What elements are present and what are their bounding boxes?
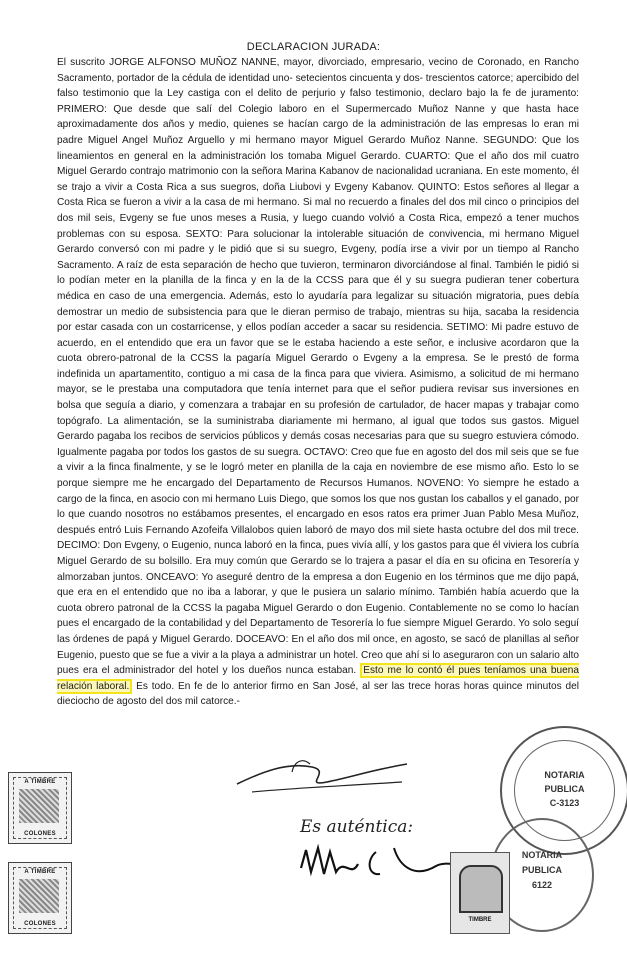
document-title: DECLARACION JURADA: [246, 41, 381, 53]
tablets-fiscal-stamp: TIMBRE [450, 852, 510, 934]
declarant-signature [232, 742, 412, 802]
highlighted-sentence: Esto me lo contó él pues teníamos una buena relación laboral. [57, 665, 579, 692]
declaration-paragraph: El suscrito JORGE ALFONSO MUÑOZ NANNE, mayor, divorciado, empresario, vecino de Coronado, en Rancho Sacramento, portador de la cédula de identidad uno- setecientos cincuenta y dos- trescientos catorce; apercibido del falso testimonio que la Ley castiga con el delito de perjurio y falso testimonio, declaro bajo la fe de juramento: PRIMERO: Que desde que salí del Colegio laboro en el Supermercado Muñoz Nanne y que hasta hace aproximadamente dos años y medio, quienes se hacían cargo de la administración de las empresas lo eran mi padre Miguel Angel Muñoz Arguello y mi hermano mayor Miguel Gerardo Muñoz Nanne. SEGUNDO: Que los lineamientos en general en la administración los tomaba Miguel Gerardo. CUARTO: Que el año dos mil cuatro Miguel Gerardo contrajo matrimonio con la señora Marina Kabanov de nacionalidad ucraniana. En este momento, él se trajo a vivir a Costa Rica a sus suegros, doña Liubovi y Evgeny Kabanov. QUINTO: Estos señores al llegar a Costa Rica se fueron a vivir a la casa de mi hermano. Si mal no recuerdo a finales del dos mil cinco o principios del dos mil seis, Evgeny se fue unos meses a Rusia, y luego cuando volvió a Costa Rica, empezó a tener muchos problemas con su esposa. SEXTO: Para solucionar la intolerable situación de convivencia, mi hermano Miguel Gerardo conversó con mi padre y le pidió que si su suegro, Evgeny, podía irse a vivir por un tiempo al Rancho Sacramento. A raíz de esta separación de hecho que tuvieron, terminaron divorciándose al final. También le pidió si lo podían meter en la planilla de la finca y en la de la CCSS para que él y su suegra pudieran tener cobertura médica en caso de una emergencia. Además, esto lo ayudaría para legalizar su situación migratoria, pues debía demostrar un medio de subsistencia para que le dieran permiso de trabajo, mientras su hija, sacaba la residencia por estar casada con un costarricense, y ellos podían acceder a sacar su residencia. SETIMO: Mi padre estuvo de acuerdo, en el entendido que era un favor que se le estaba haciendo a este señor, e inclusive acordaron que la cuota obrero-patronal de la CCSS la pagaría Miguel Gerardo o Evgeny a la empresa. Se le prestó de forma indefinida un apartamentito, contiguo a mi casa de la finca para que viviera. Asimismo, a solicitud de mi hermano mayor, se le prestaba una computadora que tenía internet para que el señor pudiera revisar sus inversiones en bolsa que seguía a diario, y comenzara a trabajar en su profesión de cartulador, de hacer mapas y trabajar como topógrafo. La alimentación, se la suministraba diariamente mi hermano, al igual que todos sus gastos. Miguel Gerardo pagaba los recibos de servicios públicos y demás cosas necesarias para que su suegro estuviera cómodo. Igualmente pagaba por todos los gastos de su suegra. OCTAVO: Creo que fue en agosto del dos mil seis que se fue a vivir a la finca finalmente, y se le logró meter en planilla de la caja en noviembre de ese mismo año. Esto lo se porque siempre me he encargado del Departamento de Recursos Humanos. NOVENO: Yo siempre he estado a cargo de la finca, en asocio con mi hermano Luis Diego, que somos los que nos gustan los caballos y el ganado, por lo que cuando nosotros no estábamos presentes, el encargado en esos ratos era primer Juan Pablo Mesa Muñoz, después entró Luis Fernando Azofeifa Villalobos quien laboró de mayo dos mil siete hasta octubre del dos mil trece. DECIMO: Don Evgeny, o Eugenio, nunca laboró en la finca, pues vivía allí, y los gastos para que él viviera los cubría Miguel Gerardo de su bolsillo. Era muy común que Gerardo se lo trajera a pasar el día en su oficina en Tesorería y almorzaban juntos. ONCEAVO: Yo aseguré dentro de la empresa a don Eugenio en los términos que me dijo papá, que era en el entendido que no iba a laborar, y que le pusiera un salario mínimo. También había acuerdo que la cuota obrero patronal de la CCSS la pagaba Miguel Gerardo o don Eugenio. Contablemente no se como lo hacían pues el encargado de la contabilidad y del Departamento de Tesorería lo fue siempre Miguel Gerardo. Yo solo seguí las órdenes de papá y Miguel Gerardo. DOCEAVO: En el año dos mil once, en agosto, se sacó de planillas al señor Eugenio, puesto que se fue a vivir a la playa a administrar un hotel. Creo que ahí si lo aseguraron con un salario alto pues era el administrador del hotel y los dueños nunca estaban. [57, 57, 579, 677]
notary-seal-bottom: NOTARIA PUBLICA 6122 [490, 818, 594, 932]
notary-signature [296, 838, 476, 888]
declaration-body [57, 55, 579, 710]
fiscal-stamp-top: A TIMBRE COLONES [8, 772, 72, 844]
handwritten-authentication-note: Es auténtica: [300, 817, 414, 837]
fiscal-stamp-bottom: A TIMBRE COLONES [8, 862, 72, 934]
declaration-closing: Es todo. En fe de lo anterior firmo en San José, al ser las trece horas horas quince minutos del dieciocho de agosto del dos mil catorce.- [57, 680, 579, 708]
notary-seal-top: NOTARIA PUBLICA C-3123 [500, 726, 627, 855]
